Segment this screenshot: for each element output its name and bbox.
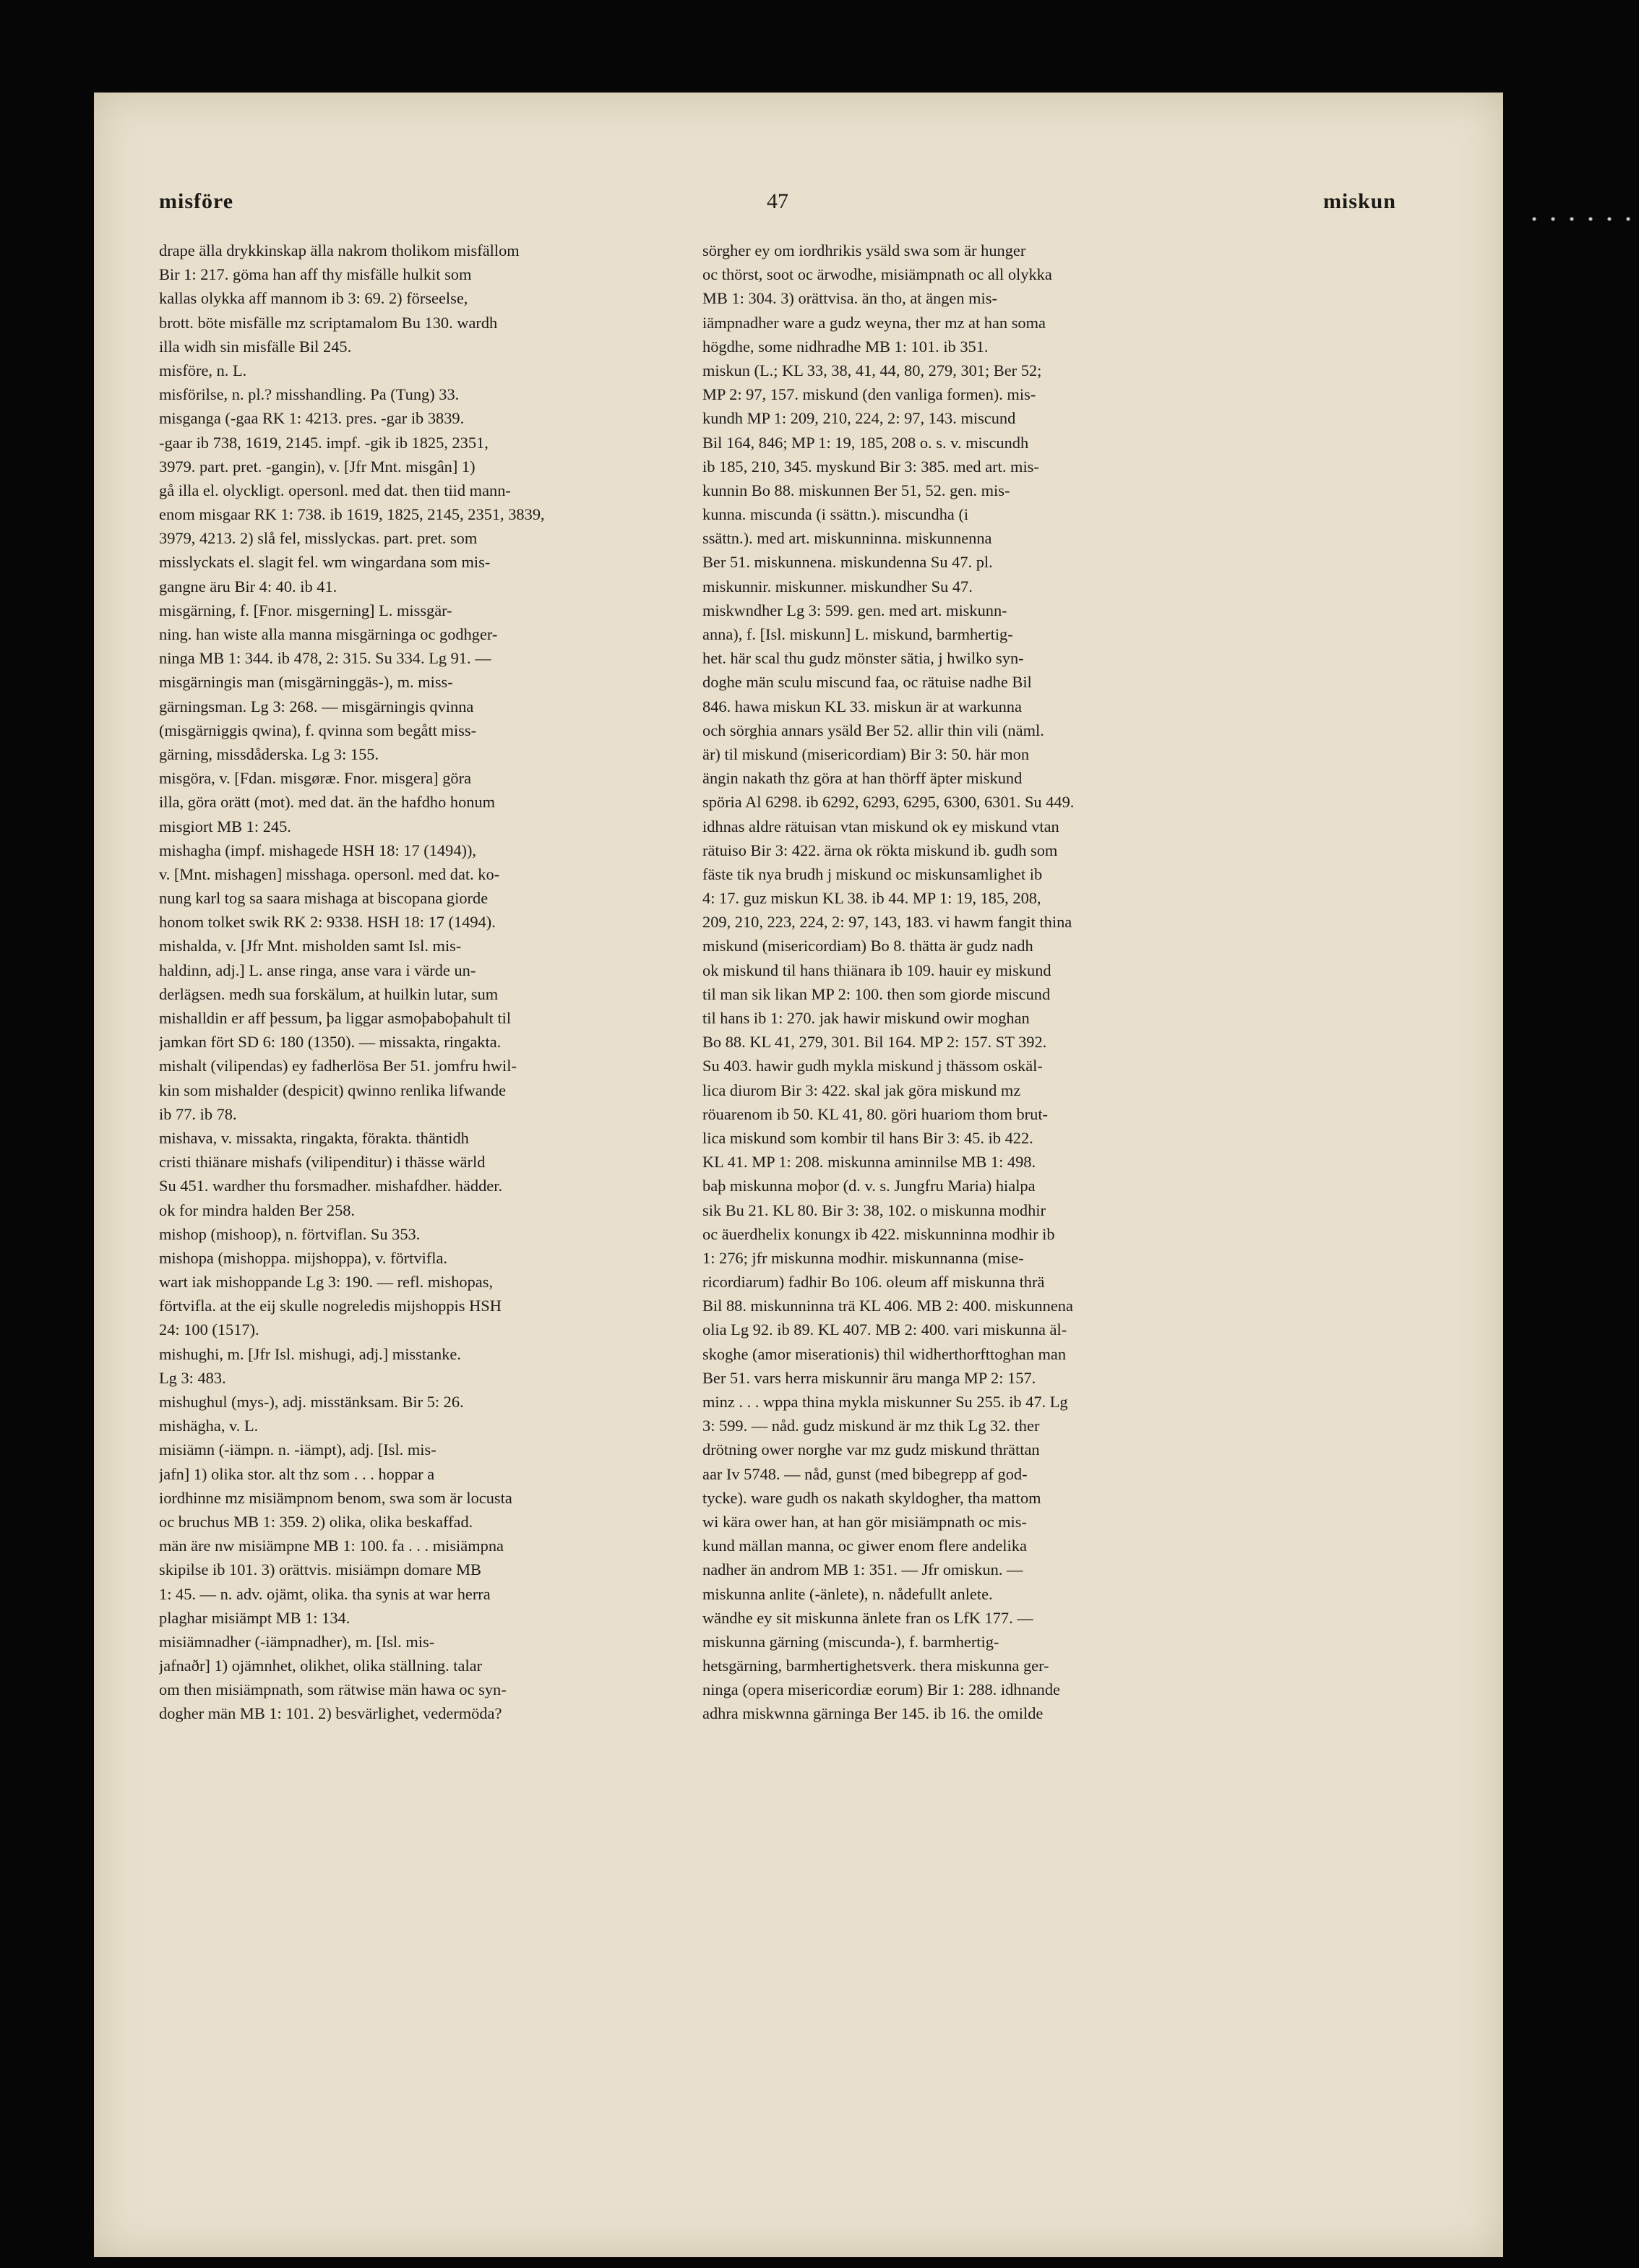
text-line: Bo 88. KL 41, 279, 301. Bil 164. MP 2: 157. ST 392. — [702, 1033, 1047, 1052]
text-line: gärning, missdåderska. Lg 3: 155. — [159, 744, 379, 763]
text-line: ning. han wiste alla manna misgärninga oc godhger- — [159, 625, 498, 643]
text-line: mishop (mishoop), n. förtviflan. Su 353. — [159, 1224, 421, 1243]
text-line: 1: 45. — n. adv. ojämt, olika. tha synis at war herra — [159, 1584, 491, 1603]
text-line: ssättn.). med art. miskunninna. miskunnenna — [702, 529, 992, 548]
text-line: baþ miskunna moþor (d. v. s. Jungfru Maria) hialpa — [702, 1177, 1036, 1195]
text-line: mishalda, v. [Jfr Mnt. misholden samt Isl. mis- — [159, 937, 462, 955]
text-line: MB 1: 304. 3) orättvisa. än tho, at ängen mis- — [702, 289, 997, 308]
text-line: kunna. miscunda (i ssättn.). miscundha (i — [702, 505, 969, 524]
text-line: misiämn (-iämpn. n. -iämpt), adj. [Isl. mis- — [159, 1440, 436, 1459]
text-line: 4: 17. guz miskun KL 38. ib 44. MP 1: 19, 185, 208, — [702, 889, 1041, 908]
running-head — [159, 189, 1396, 218]
text-line: ninga (opera misericordiæ eorum) Bir 1: 288. idhnande — [702, 1680, 1060, 1699]
left-column — [159, 239, 743, 1726]
text-line: -gaar ib 738, 1619, 2145. impf. -gik ib 1825, 2351, — [159, 433, 489, 452]
text-line: misgärningis man (misgärninggäs-), m. miss- — [159, 673, 453, 692]
text-line: (misgärniggis qwina), f. qvinna som begått miss- — [159, 721, 477, 739]
text-line: Su 451. wardher thu forsmadher. mishafdher. hädder. — [159, 1177, 503, 1195]
text-line: drötning ower norghe var mz gudz miskund thrättan — [702, 1440, 1040, 1459]
text-line: och sörghia annars ysäld Ber 52. allir thin vili (näml. — [702, 721, 1044, 739]
text-line: Ber 51. vars herra miskunnir äru manga MP 2: 157. — [702, 1368, 1036, 1387]
text-line: mishagha (impf. mishagede HSH 18: 17 (1494)), — [159, 841, 477, 859]
text-line: ok for mindra halden Ber 258. — [159, 1200, 356, 1219]
text-line: cristi thiänare mishafs (vilipenditur) i thässe wärld — [159, 1153, 486, 1172]
text-line: til man sik likan MP 2: 100. then som giorde miscund — [702, 984, 1051, 1003]
text-line: misgärning, f. [Fnor. misgerning] L. missgär- — [159, 601, 452, 619]
text-line: jafnaðr] 1) ojämnhet, olikhet, olika ställning. talar — [159, 1657, 483, 1675]
text-line: 209, 210, 223, 224, 2: 97, 143, 183. vi hawm fangit thina — [702, 913, 1072, 932]
text-line: Bir 1: 217. göma han aff thy misfälle hulkit som — [159, 265, 472, 284]
text-line: skipilse ib 101. 3) orättvis. misiämpn domare MB — [159, 1560, 481, 1579]
text-line: Su 403. hawir gudh mykla miskund j thässom oskäl- — [702, 1057, 1043, 1075]
text-line: mishalldin er aff þessum, þa liggar asmoþaboþahult til — [159, 1009, 512, 1027]
text-line: illa widh sin misfälle Bil 245. — [159, 337, 352, 356]
text-line: misgiort MB 1: 245. — [159, 817, 291, 836]
text-line: 24: 100 (1517). — [159, 1320, 259, 1339]
text-line: miskwndher Lg 3: 599. gen. med art. miskunn- — [702, 601, 1007, 619]
text-line: misförilse, n. pl.? misshandling. Pa (Tung) 33. — [159, 385, 460, 404]
text-line: misslyckats el. slagit fel. wm wingardana som mis- — [159, 553, 491, 572]
text-line: förtvifla. at the eij skulle nogreledis mijshoppis HSH — [159, 1297, 502, 1315]
text-line: oc äuerdhelix konungx ib 422. miskunninna modhir ib — [702, 1224, 1055, 1243]
text-line: män äre nw misiämpne MB 1: 100. fa . . . misiämpna — [159, 1537, 504, 1555]
text-line: jamkan fört SD 6: 180 (1350). — missakta, ringakta. — [159, 1033, 502, 1052]
text-line: miskunna anlite (-änlete), n. nådefullt anlete. — [702, 1584, 993, 1603]
text-line: rätuiso Bir 3: 422. ärna ok rökta miskund ib. gudh som — [702, 841, 1058, 859]
text-line: lica miskund som kombir til hans Bir 3: 45. ib 422. — [702, 1128, 1033, 1147]
text-line: fäste tik nya brudh j miskund oc miskunsamlighet ib — [702, 864, 1043, 883]
text-line: brott. böte misfälle mz scriptamalom Bu 130. wardh — [159, 313, 498, 332]
text-line: miskunnir. miskunner. miskundher Su 47. — [702, 577, 973, 596]
text-line: 846. hawa miskun KL 33. miskun är at warkunna — [702, 697, 1022, 716]
text-line: gärningsman. Lg 3: 268. — misgärningis qvinna — [159, 697, 474, 716]
text-line: misganga (-gaa RK 1: 4213. pres. -gar ib 3839. — [159, 409, 465, 428]
text-line: Bil 88. miskunninna trä KL 406. MB 2: 400. miskunnena — [702, 1297, 1073, 1315]
text-line: röuarenom ib 50. KL 41, 80. göri huariom thom brut- — [702, 1104, 1048, 1123]
text-line: Lg 3: 483. — [159, 1368, 226, 1387]
text-line: til hans ib 1: 270. jak hawir miskund owir moghan — [702, 1009, 1030, 1027]
text-line: spöria Al 6298. ib 6292, 6293, 6295, 6300, 6301. Su 449. — [702, 793, 1075, 812]
text-line: ok miskund til hans thiänara ib 109. hauir ey miskund — [702, 961, 1051, 979]
text-line: iordhinne mz misiämpnom benom, swa som är locusta — [159, 1488, 512, 1507]
text-line: ricordiarum) fadhir Bo 106. oleum aff miskunna thrä — [702, 1273, 1045, 1292]
text-line: adhra miskwnna gärninga Ber 145. ib 16. the omilde — [702, 1704, 1044, 1723]
text-line: oc bruchus MB 1: 359. 2) olika, olika beskaffad. — [159, 1512, 473, 1531]
text-line: kin som mishalder (despicit) qwinno renlika lifwande — [159, 1081, 507, 1099]
text-line: mishughi, m. [Jfr Isl. mishugi, adj.] misstanke. — [159, 1344, 461, 1363]
text-line: v. [Mnt. mishagen] misshaga. opersonl. med dat. ko- — [159, 864, 500, 883]
text-line: aar Iv 5748. — nåd, gunst (med bibegrepp af god- — [702, 1464, 1028, 1483]
text-line: derlägsen. medh sua forskälum, at huilkin lutar, sum — [159, 984, 499, 1003]
text-line: drape älla drykkinskap älla nakrom tholikom misfällom — [159, 241, 520, 259]
text-line: mishughul (mys-), adj. misstänksam. Bir 5: 26. — [159, 1393, 464, 1411]
text-line: ninga MB 1: 344. ib 478, 2: 315. Su 334. Lg 91. — — [159, 649, 491, 668]
text-line: 3: 599. — nåd. gudz miskund är mz thik Lg 32. ther — [702, 1417, 1040, 1435]
text-line: plaghar misiämpt MB 1: 134. — [159, 1608, 350, 1627]
text-line: jafn] 1) olika stor. alt thz som . . . hoppar a — [159, 1464, 435, 1483]
text-line: misgöra, v. [Fdan. misgøræ. Fnor. misgera] göra — [159, 769, 472, 788]
text-line: kundh MP 1: 209, 210, 224, 2: 97, 143. miscund — [702, 409, 1016, 428]
text-line: MP 2: 97, 157. miskund (den vanliga formen). mis- — [702, 385, 1036, 404]
text-line: illa, göra orätt (mot). med dat. än the hafdho honum — [159, 793, 496, 812]
text-line: misföre, n. L. — [159, 361, 247, 379]
text-line: idhnas aldre rätuisan vtan miskund ok ey miskund vtan — [702, 817, 1059, 836]
text-line: tycke). ware gudh os nakath skyldogher, tha mattom — [702, 1488, 1041, 1507]
text-line: nadher än androm MB 1: 351. — Jfr omiskun. — — [702, 1560, 1023, 1579]
text-line: misiämnadher (-iämpnadher), m. [Isl. mis- — [159, 1632, 435, 1651]
text-line: mishopa (mishoppa. mijshoppa), v. förtvifla. — [159, 1248, 448, 1267]
text-line: minz . . . wppa thina mykla miskunner Su 255. ib 47. Lg — [702, 1393, 1068, 1411]
text-line: wi kära ower han, at han gör misiämpnath oc mis- — [702, 1512, 1027, 1531]
text-line: het. här scal thu gudz mönster sätia, j hwilko syn- — [702, 649, 1024, 668]
text-line: hetsgärning, barmhertighetsverk. thera miskunna ger- — [702, 1657, 1049, 1675]
text-line: miskund (misericordiam) Bo 8. thätta är gudz nadh — [702, 937, 1033, 955]
text-line: nung karl tog sa saara mishaga at biscopana giorde — [159, 889, 489, 908]
text-line: kunnin Bo 88. miskunnen Ber 51, 52. gen. mis- — [702, 481, 1010, 499]
text-line: lica diurom Bir 3: 422. skal jak göra miskund mz — [702, 1081, 1021, 1099]
header-right-word: miskun — [1322, 189, 1396, 213]
text-line: 3979, 4213. 2) slå fel, misslyckas. part. pret. som — [159, 529, 478, 548]
text-line: 3979. part. pret. -gangin), v. [Jfr Mnt. misgân] 1) — [159, 457, 476, 476]
text-line: mishägha, v. L. — [159, 1417, 259, 1435]
text-line: om then misiämpnath, som rätwise män hawa oc syn- — [159, 1680, 507, 1699]
right-column — [702, 239, 1286, 1726]
text-line: gangne äru Bir 4: 40. ib 41. — [159, 577, 337, 596]
text-line: ängin nakath thz göra at han thörff äpter miskund — [702, 769, 1023, 788]
text-line: miskunna gärning (miscunda-), f. barmhertig- — [702, 1632, 999, 1651]
text-line: iämpnadher ware a gudz weyna, ther mz at han soma — [702, 313, 1046, 332]
text-line: oc thörst, soot oc ärwodhe, misiämpnath oc all olykka — [702, 265, 1052, 284]
text-line: dogher män MB 1: 101. 2) besvärlighet, vedermöda? — [159, 1704, 502, 1723]
text-line: anna), f. [Isl. miskunn] L. miskund, barmhertig- — [702, 625, 1013, 643]
scan-margin-dots — [1525, 217, 1633, 221]
text-line: sörgher ey om iordhrikis ysäld swa som är hunger — [702, 241, 1026, 259]
text-line: miskun (L.; KL 33, 38, 41, 44, 80, 279, 301; Ber 52; — [702, 361, 1042, 379]
text-line: är) til miskund (misericordiam) Bir 3: 50. här mon — [702, 744, 1030, 763]
text-line: enom misgaar RK 1: 738. ib 1619, 1825, 2145, 2351, 3839, — [159, 505, 545, 524]
text-line: wändhe ey sit miskunna änlete fran os LfK 177. — — [702, 1608, 1033, 1627]
text-line: KL 41. MP 1: 208. miskunna aminnilse MB 1: 498. — [702, 1153, 1036, 1172]
text-line: gå illa el. olyckligt. opersonl. med dat. then tiid mann- — [159, 481, 511, 499]
text-line: mishava, v. missakta, ringakta, förakta. thäntidh — [159, 1128, 469, 1147]
text-line: olia Lg 92. ib 89. KL 407. MB 2: 400. vari miskunna äl- — [702, 1320, 1067, 1339]
text-line: sik Bu 21. KL 80. Bir 3: 38, 102. o miskunna modhir — [702, 1200, 1046, 1219]
text-line: ib 185, 210, 345. myskund Bir 3: 385. med art. mis- — [702, 457, 1039, 476]
text-line: kund mällan manna, oc giwer enom flere andelika — [702, 1537, 1027, 1555]
text-line: 1: 276; jfr miskunna modhir. miskunnanna (mise- — [702, 1248, 1024, 1267]
text-line: haldinn, adj.] L. anse ringa, anse vara i värde un- — [159, 961, 476, 979]
text-line: doghe män sculu miscund faa, oc rätuise nadhe Bil — [702, 673, 1032, 692]
text-line: Bil 164, 846; MP 1: 19, 185, 208 o. s. v. miscundh — [702, 433, 1029, 452]
text-line: högdhe, some nidhradhe MB 1: 101. ib 351. — [702, 337, 989, 356]
text-line: honom tolket swik RK 2: 9338. HSH 18: 17 (1494). — [159, 913, 496, 932]
page-number: 47 — [767, 189, 788, 213]
text-line: wart iak mishoppande Lg 3: 190. — refl. mishopas, — [159, 1273, 494, 1292]
header-left-word: misföre — [159, 189, 234, 213]
text-line: kallas olykka aff mannom ib 3: 69. 2) förseelse, — [159, 289, 468, 308]
text-line: ib 77. ib 78. — [159, 1104, 237, 1123]
text-line: Ber 51. miskunnena. miskundenna Su 47. pl. — [702, 553, 993, 572]
text-line: skoghe (amor miserationis) thil widherthorfttoghan man — [702, 1344, 1067, 1363]
text-line: mishalt (vilipendas) ey fadherlösa Ber 51. jomfru hwil- — [159, 1057, 517, 1075]
